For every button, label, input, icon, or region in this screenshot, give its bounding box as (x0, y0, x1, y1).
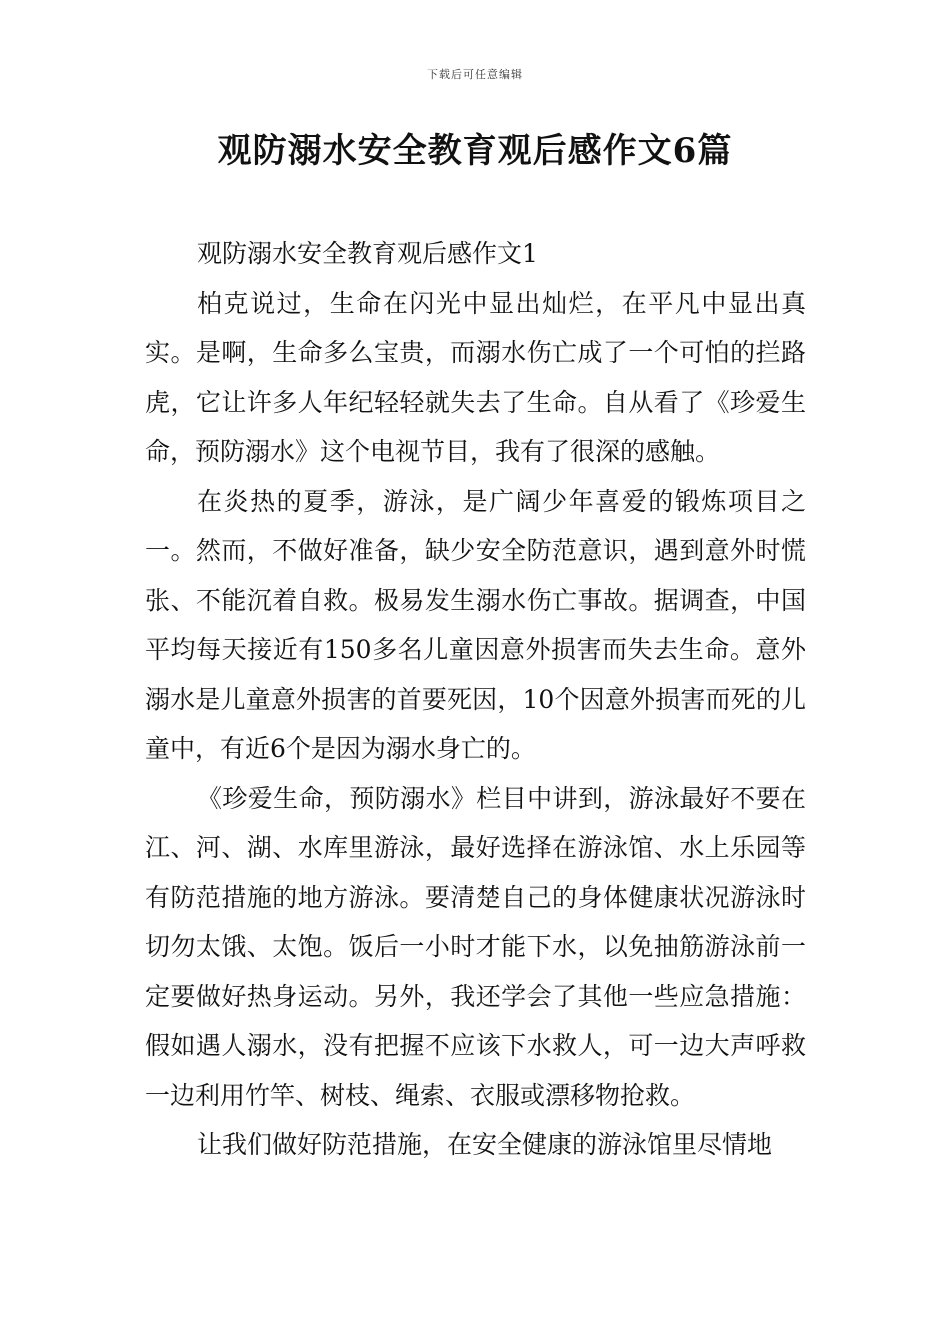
header-note: 下载后可任意编辑 (427, 68, 523, 81)
paragraph-3: 《珍爱生命，预防溺水》栏目中讲到，游泳最好不要在江、河、湖、水库里游泳，最好选择在游泳馆、水上乐园等有防范措施的地方游泳。要清楚自己的身体健康状况游泳时切勿太饿、太饱。饭后一小时才能下水，以免抽筋游泳前一定要做好热身运动。另外，我还学会了其他一些应急措施：假如遇人溺水，没有把握不应该下水救人，可一边大声呼救一边利用竹竿、树枝、绳索、衣服或漂移物抢救。 (145, 783, 806, 1110)
section-title: 观防溺水安全教育观后感作文1 (197, 239, 538, 268)
paragraph-2: 在炎热的夏季，游泳，是广阔少年喜爱的锻炼项目之一。然而，不做好准备，缺少安全防范意识，遇到意外时慌张、不能沉着自救。极易发生溺水伤亡事故。据调查，中国平均每天接近有150多名儿童因意外损害而失去生命。意外溺水是儿童意外损害的首要死因，10个因意外损害而死的儿童中，有近6个是因为溺水身亡的。 (145, 486, 806, 763)
paragraph-4: 让我们做好防范措施，在安全健康的游泳馆里尽情地 (197, 1130, 773, 1159)
document-title: 观防溺水安全教育观后感作文6篇 (217, 131, 733, 171)
document-body (145, 229, 806, 1170)
paragraph-1: 柏克说过，生命在闪光中显出灿烂，在平凡中显出真实。是啊，生命多么宝贵，而溺水伤亡成了一个可怕的拦路虎，它让许多人年纪轻轻就失去了生命。自从看了《珍爱生命，预防溺水》这个电视节目，我有了很深的感触。 (145, 288, 806, 466)
